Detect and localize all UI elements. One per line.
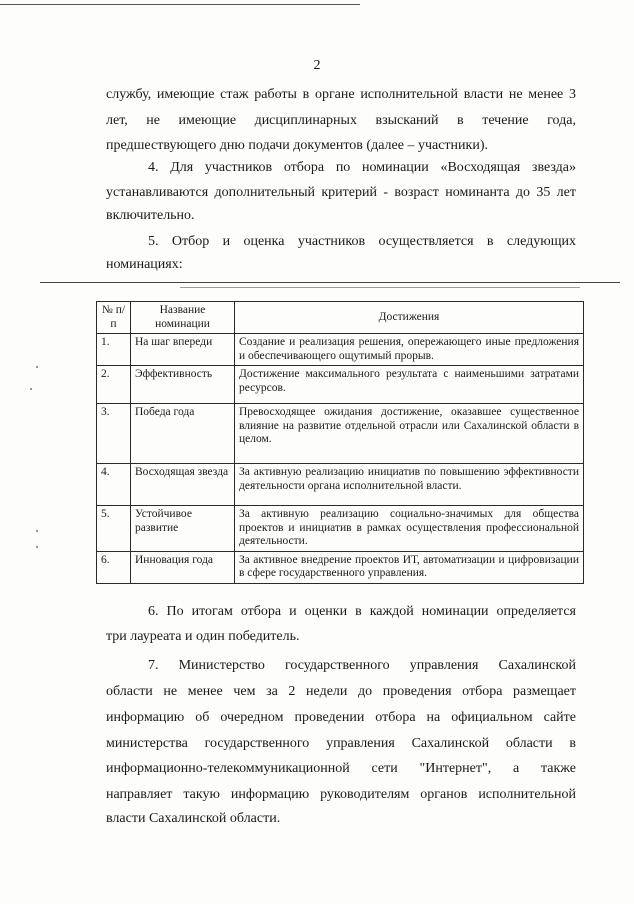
table-row [97, 404, 584, 464]
row-name: На шаг впереди [131, 334, 235, 366]
row-num: 1. [97, 334, 131, 366]
nominations-table [96, 301, 584, 584]
scan-speck [36, 530, 38, 532]
row-num: 5. [97, 506, 131, 552]
scan-edge-line [0, 4, 360, 5]
text-line: министерства государственного управления Сахалинской области в [106, 736, 576, 751]
row-num: 3. [97, 404, 131, 464]
text-line: информационно-телекоммуникационной сети "Интернет", а также [106, 761, 576, 776]
row-achievement: За активную реализацию социально-значимых для общества проектов и инициатив в рамках осуществления профессиональной деятельности. [235, 506, 584, 552]
row-num: 4. [97, 464, 131, 506]
table-row [97, 464, 584, 506]
scan-fold-line [40, 282, 620, 283]
scan-speck [30, 388, 32, 390]
row-num: 6. [97, 551, 131, 583]
text-line: службу, имеющие стаж работы в органе исполнительной власти не менее 3 [106, 87, 576, 102]
text-line: устанавливаются дополнительный критерий - возраст номинанта до 35 лет [106, 185, 576, 200]
row-achievement: Превосходящее ожидания достижение, оказавшее существенное влияние на развитие отдельной отрасли или Сахалинской области в целом. [235, 404, 584, 464]
text-line: информацию об очередном проведении отбора на официальном сайте [106, 710, 576, 725]
text-line: 6. По итогам отбора и оценки в каждой номинации определяется [148, 604, 576, 619]
scan-speck [36, 546, 38, 548]
text-line: лет, не имеющие дисциплинарных взысканий в течение года, [106, 113, 576, 128]
text-line: области не менее чем за 2 недели до проведения отбора размещает [106, 684, 576, 699]
table-row [97, 366, 584, 404]
table-row [97, 506, 584, 552]
header-name: Название номинации [131, 302, 235, 334]
row-name: Эффективность [131, 366, 235, 404]
page-number: 2 [313, 58, 321, 73]
header-achievement: Достижения [235, 302, 584, 334]
row-name: Инновация года [131, 551, 235, 583]
text-line: 5. Отбор и оценка участников осуществляется в следующих [148, 234, 576, 249]
row-num: 2. [97, 366, 131, 404]
text-line: три лауреата и один победитель. [106, 629, 300, 644]
row-name: Победа года [131, 404, 235, 464]
text-line: предшествующего дню подачи документов (далее – участники). [106, 138, 488, 153]
table-row [97, 334, 584, 366]
text-line: номинациях: [106, 257, 183, 272]
scan-speck [36, 366, 38, 368]
row-achievement: Достижение максимального результата с наименьшими затратами ресурсов. [235, 366, 584, 404]
text-line: власти Сахалинской области. [106, 811, 281, 826]
text-line: 7. Министерство государственного управления Сахалинской [148, 658, 576, 673]
text-line: направляет такую информацию руководителям органов исполнительной [106, 787, 576, 802]
text-line: 4. Для участников отбора по номинации «Восходящая звезда» [148, 160, 576, 175]
row-achievement: Создание и реализация решения, опережающего иные предложения и обеспечивающего ощутимый прорыв. [235, 334, 584, 366]
text-line: включительно. [106, 208, 195, 223]
header-num: № п/п [97, 302, 131, 334]
row-name: Восходящая звезда [131, 464, 235, 506]
row-achievement: За активную реализацию инициатив по повышению эффективности деятельности органа исполнительной власти. [235, 464, 584, 506]
row-achievement: За активное внедрение проектов ИТ, автоматизации и цифровизации в сфере государственного управления. [235, 551, 584, 583]
table-header-row [97, 302, 584, 334]
row-name: Устойчивое развитие [131, 506, 235, 552]
table-row [97, 551, 584, 583]
scan-fold-line-faint [180, 287, 580, 288]
